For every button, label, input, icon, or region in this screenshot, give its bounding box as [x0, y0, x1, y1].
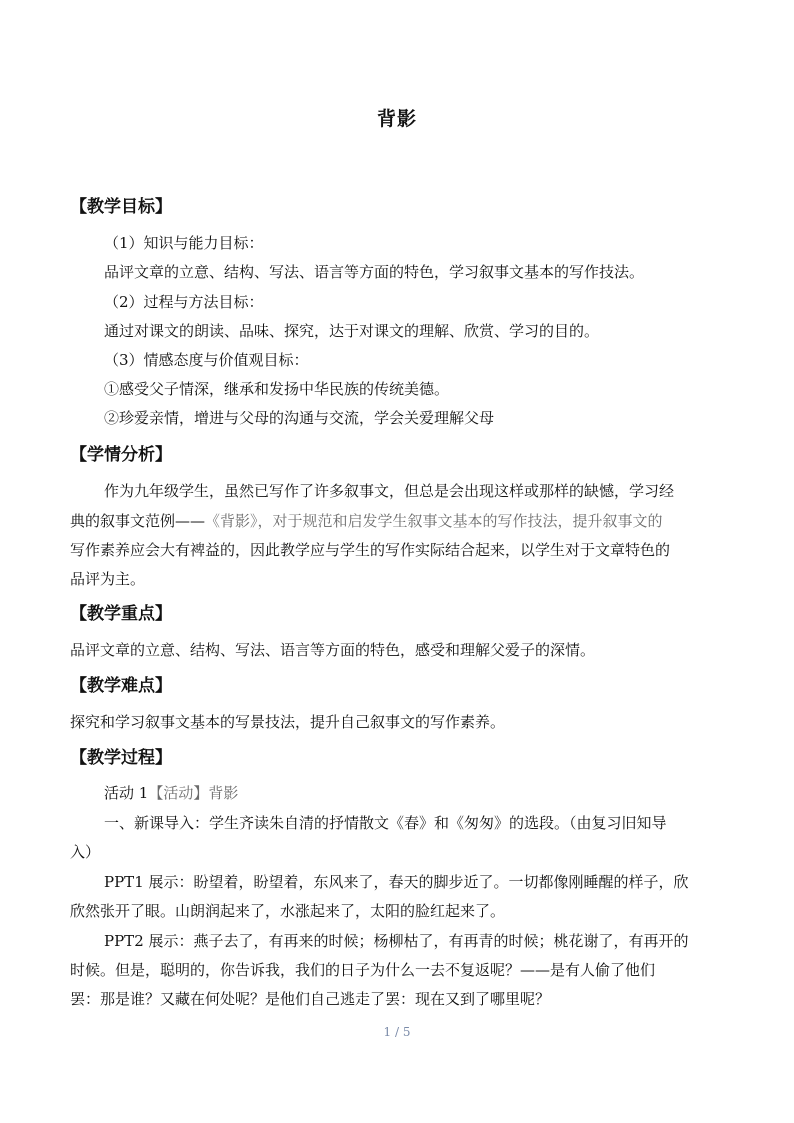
- analysis-line-1: 作为九年级学生，虽然已写作了许多叙事文，但总是会出现这样或那样的缺憾，学习经: [104, 482, 675, 500]
- difficult-points-text: 探究和学习叙事文基本的写景技法，提升自己叙事文的写作素养。: [70, 713, 506, 731]
- key-points-text: 品评文章的立意、结构、写法、语言等方面的特色，感受和理解父爱子的深情。: [70, 641, 596, 659]
- goal-3-label: （3）情感态度与价值观目标：: [104, 351, 309, 369]
- heading-student-analysis: 【学情分析】: [70, 445, 172, 465]
- analysis-line-3: 写作素养应会大有裨益的，因此教学应与学生的写作实际结合起来，以学生对于文章特色的: [70, 541, 671, 559]
- activity-number: 活动 1: [104, 784, 149, 802]
- ppt1-line-2: 欣然张开了眼。山朗润起来了，水涨起来了，太阳的脸红起来了。: [70, 902, 506, 920]
- page-number: 1 / 5: [383, 1025, 411, 1039]
- ppt1-line-1: PPT1 展示：盼望着，盼望着，东风来了，春天的脚步近了。一切都像刚睡醒的样子，欣: [104, 873, 689, 891]
- analysis-line-2: [70, 511, 663, 531]
- goal-2-text: 通过对课文的朗读、品味、探究，达于对课文的理解、欣赏、学习的目的。: [104, 322, 600, 340]
- activity-name: 【活动】背影: [148, 784, 239, 802]
- goal-1-text: 品评文章的立意、结构、写法、语言等方面的特色，学习叙事文基本的写作技法。: [104, 263, 645, 281]
- heading-teaching-process: 【教学过程】: [70, 748, 172, 768]
- ppt2-line-3: 罢：那是谁？又藏在何处呢？是他们自己逃走了罢：现在又到了哪里呢？: [70, 990, 551, 1008]
- intro-line-2: 入）: [70, 843, 101, 861]
- analysis-line-2-book-title: 《背影》，对于规范和启发学生叙事文基本的写作技法，提升叙事文的: [205, 512, 663, 530]
- analysis-line-2-start: 典的叙事文范例——: [70, 512, 206, 530]
- ppt2-line-1: PPT2 展示：燕子去了，有再来的时候；杨柳枯了，有再青的时候；桃花谢了，有再开的: [104, 932, 689, 950]
- heading-teaching-goals: 【教学目标】: [70, 197, 172, 217]
- analysis-line-4: 品评为主。: [70, 570, 146, 588]
- goal-1-label: （1）知识与能力目标：: [104, 234, 264, 252]
- document-title: 背影: [376, 108, 417, 130]
- goal-3-item-1: ①感受父子情深，继承和发扬中华民族的传统美德。: [104, 380, 450, 398]
- ppt2-line-2: 时候。但是，聪明的，你告诉我，我们的日子为什么一去不复返呢？——是有人偷了他们: [70, 961, 656, 979]
- intro-line-1: 一、新课导入：学生齐读朱自清的抒情散文《春》和《匆匆》的选段。（由复习旧知导: [104, 814, 667, 832]
- activity-title: [104, 783, 238, 803]
- goal-3-item-2: ②珍爱亲情，增进与父母的沟通与交流，学会关爱理解父母: [104, 409, 495, 427]
- goal-2-label: （2）过程与方法目标：: [104, 293, 264, 311]
- heading-key-points: 【教学重点】: [70, 604, 172, 624]
- heading-difficult-points: 【教学难点】: [70, 676, 172, 696]
